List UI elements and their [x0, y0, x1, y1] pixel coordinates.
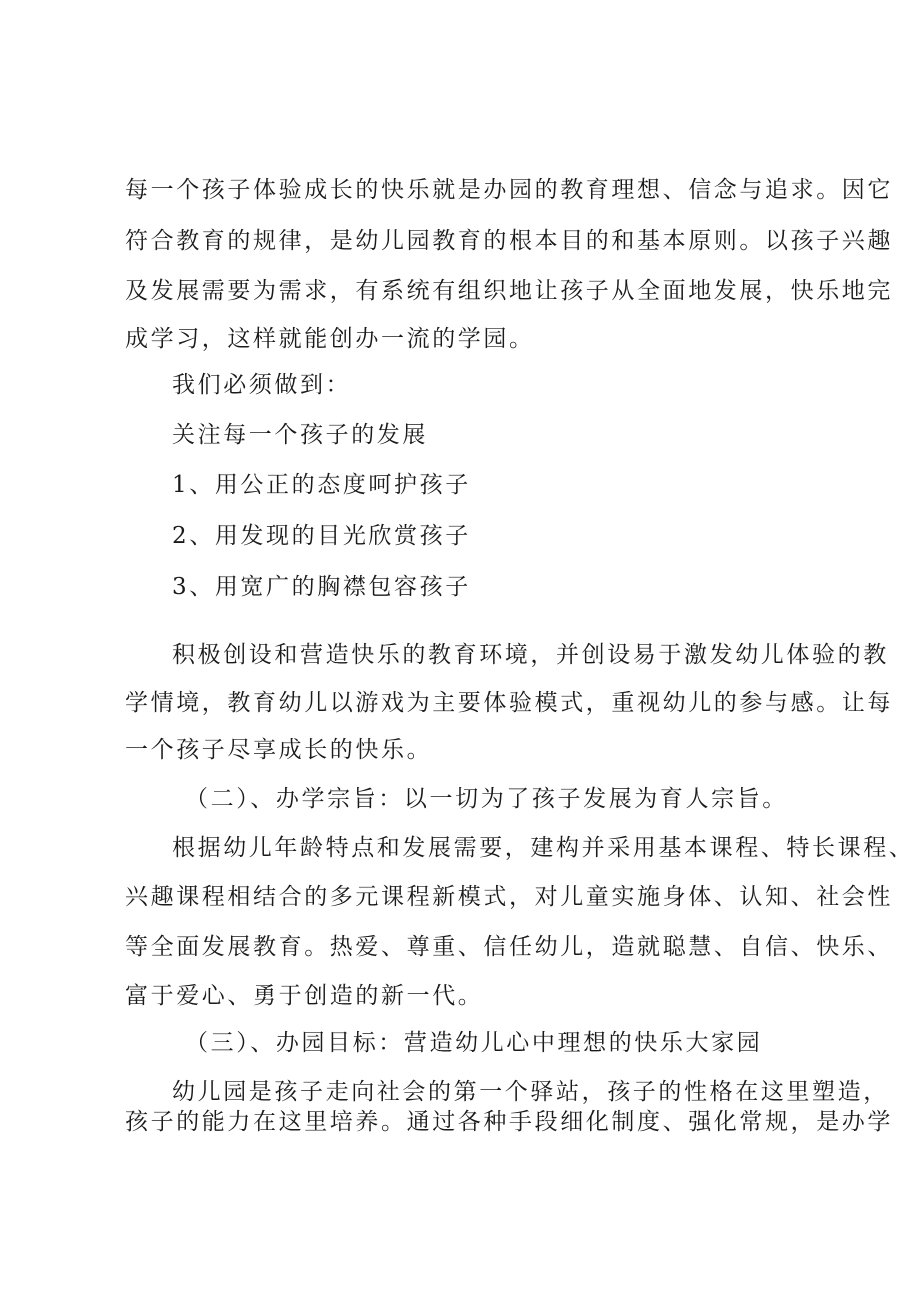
paragraph-3-line-3: 等全面发展教育。热爱、尊重、信任幼儿，造就聪慧、自信、快乐、 — [125, 934, 893, 960]
section-3-heading: （三）、办园目标：营造幼儿心中理想的快乐大家园 — [185, 1030, 763, 1056]
focus-heading: 关注每一个孩子的发展 — [172, 422, 428, 448]
paragraph-1-line-3: 及发展需要为需求，有系统有组织地让孩子从全面地发展，快乐地完 — [125, 278, 893, 304]
list-item-1: 1、用公正的态度呵护孩子 — [172, 472, 471, 498]
paragraph-4-line-2: 孩子的能力在这里培养。通过各种手段细化制度、强化常规，是办学 — [125, 1109, 893, 1135]
paragraph-1-line-1: 每一个孩子体验成长的快乐就是办园的教育理想、信念与追求。因它 — [125, 177, 893, 203]
paragraph-3-line-2: 兴趣课程相结合的多元课程新模式，对儿童实施身体、认知、社会性 — [125, 884, 893, 910]
paragraph-2-line-3: 一个孩子尽享成长的快乐。 — [125, 737, 433, 763]
paragraph-1-line-4: 成学习，这样就能创办一流的学园。 — [125, 326, 535, 352]
section-2-heading: （二）、办学宗旨：以一切为了孩子发展为育人宗旨。 — [185, 786, 788, 812]
list-item-3: 3、用宽广的胸襟包容孩子 — [172, 574, 471, 600]
paragraph-1-line-2: 符合教育的规律，是幼儿园教育的根本目的和基本原则。以孩子兴趣 — [125, 228, 893, 254]
paragraph-2-line-2: 学情境，教育幼儿以游戏为主要体验模式，重视幼儿的参与感。让每 — [125, 690, 893, 716]
paragraph-4-line-1: 幼儿园是孩子走向社会的第一个驿站，孩子的性格在这里塑造， — [172, 1079, 889, 1105]
paragraph-3-line-4: 富于爱心、勇于创造的新一代。 — [125, 983, 484, 1009]
list-item-2: 2、用发现的目光欣赏孩子 — [172, 523, 471, 549]
paragraph-3-line-1: 根据幼儿年龄特点和发展需要，建构并采用基本课程、特长课程、 — [172, 835, 915, 861]
paragraph-2-line-1: 积极创设和营造快乐的教育环境，并创设易于激发幼儿体验的教 — [172, 642, 889, 668]
must-do-text: 我们必须做到： — [172, 372, 352, 398]
